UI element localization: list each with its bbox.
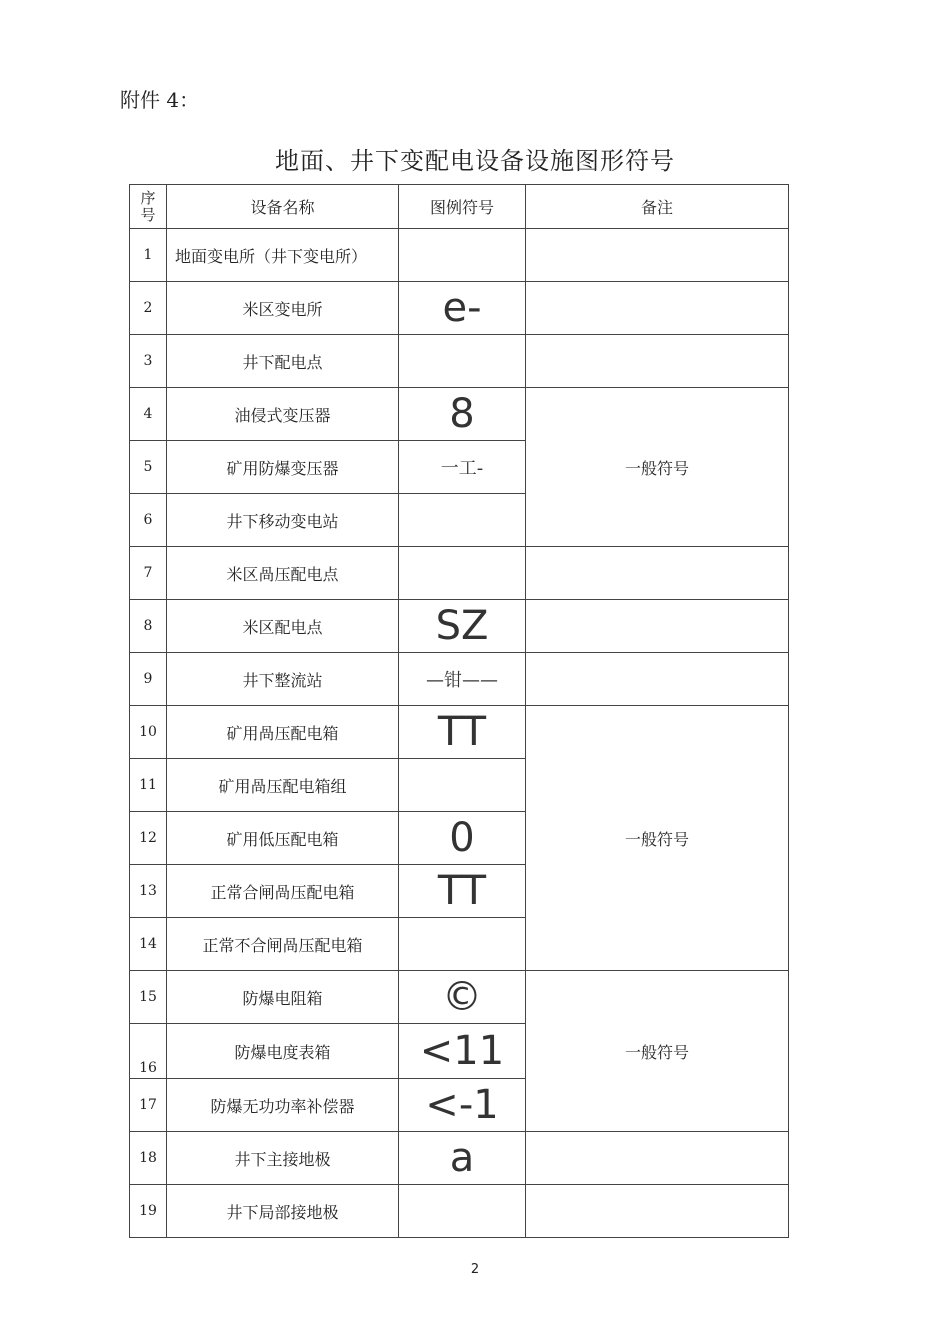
row-no: 2 bbox=[130, 282, 167, 335]
row-symbol: <-1 bbox=[399, 1079, 526, 1132]
row-no: 7 bbox=[130, 547, 167, 600]
symbol-table bbox=[129, 184, 789, 1238]
row-no: 12 bbox=[130, 812, 167, 865]
row-symbol bbox=[399, 335, 526, 388]
row-symbol: 0 bbox=[399, 812, 526, 865]
header-no: 序号 bbox=[130, 185, 167, 229]
row-no: 15 bbox=[130, 971, 167, 1024]
row-symbol bbox=[399, 759, 526, 812]
row-symbol bbox=[399, 547, 526, 600]
row-no: 19 bbox=[130, 1185, 167, 1238]
row-no: 17 bbox=[130, 1079, 167, 1132]
table-row bbox=[130, 547, 789, 600]
row-name: 井下主接地极 bbox=[167, 1132, 399, 1185]
row-name: 油侵式变压器 bbox=[167, 388, 399, 441]
row-note bbox=[526, 335, 789, 388]
row-note-general-symbol: 一般符号 bbox=[526, 388, 789, 547]
row-name: 井下局部接地极 bbox=[167, 1185, 399, 1238]
row-symbol bbox=[399, 1185, 526, 1238]
table-row bbox=[130, 971, 789, 1024]
row-no: 14 bbox=[130, 918, 167, 971]
table-row bbox=[130, 388, 789, 441]
table-row bbox=[130, 1132, 789, 1185]
row-note-general-symbol: 一般符号 bbox=[526, 706, 789, 971]
row-name: 防爆电度表箱 bbox=[167, 1024, 399, 1079]
row-name: 米区咼压配电点 bbox=[167, 547, 399, 600]
header-name: 设备名称 bbox=[167, 185, 399, 229]
row-symbol: TT bbox=[399, 865, 526, 918]
row-no: 10 bbox=[130, 706, 167, 759]
row-symbol bbox=[399, 229, 526, 282]
header-note: 备注 bbox=[526, 185, 789, 229]
row-symbol bbox=[399, 918, 526, 971]
row-name: 地面变电所（井下变电所） bbox=[167, 229, 399, 282]
row-no: 9 bbox=[130, 653, 167, 706]
table-row bbox=[130, 706, 789, 759]
row-name: 米区配电点 bbox=[167, 600, 399, 653]
row-note bbox=[526, 1185, 789, 1238]
row-no: 11 bbox=[130, 759, 167, 812]
row-name: 矿用咼压配电箱组 bbox=[167, 759, 399, 812]
row-symbol bbox=[399, 494, 526, 547]
row-note bbox=[526, 229, 789, 282]
row-note-general-symbol: 一般符号 bbox=[526, 971, 789, 1132]
row-symbol: e- bbox=[399, 282, 526, 335]
row-note bbox=[526, 653, 789, 706]
row-symbol: SZ bbox=[399, 600, 526, 653]
row-name: 矿用防爆变压器 bbox=[167, 441, 399, 494]
row-no: 8 bbox=[130, 600, 167, 653]
row-name: 井下移动变电站 bbox=[167, 494, 399, 547]
attachment-label: 附件 4： bbox=[120, 88, 200, 112]
row-symbol: <11 bbox=[399, 1024, 526, 1079]
row-no: 18 bbox=[130, 1132, 167, 1185]
page-number: 2 bbox=[470, 1262, 480, 1277]
row-no: 13 bbox=[130, 865, 167, 918]
row-symbol: a bbox=[399, 1132, 526, 1185]
row-name: 井下整流站 bbox=[167, 653, 399, 706]
row-no: 3 bbox=[130, 335, 167, 388]
row-no: 6 bbox=[130, 494, 167, 547]
table-row bbox=[130, 335, 789, 388]
row-note bbox=[526, 547, 789, 600]
table-row bbox=[130, 1185, 789, 1238]
document-title: 地面、井下变配电设备设施图形符号 bbox=[275, 147, 675, 175]
row-name: 矿用咼压配电箱 bbox=[167, 706, 399, 759]
header-symbol: 图例符号 bbox=[399, 185, 526, 229]
table-row bbox=[130, 653, 789, 706]
row-symbol: —钳—— bbox=[399, 653, 526, 706]
row-name: 防爆无功功率补偿器 bbox=[167, 1079, 399, 1132]
row-note bbox=[526, 600, 789, 653]
table-row bbox=[130, 282, 789, 335]
row-no: 4 bbox=[130, 388, 167, 441]
row-name: 矿用低压配电箱 bbox=[167, 812, 399, 865]
row-name: 井下配电点 bbox=[167, 335, 399, 388]
row-symbol: 一工- bbox=[399, 441, 526, 494]
row-name: 正常不合闸咼压配电箱 bbox=[167, 918, 399, 971]
table-row bbox=[130, 600, 789, 653]
row-symbol: 8 bbox=[399, 388, 526, 441]
row-note bbox=[526, 1132, 789, 1185]
row-note bbox=[526, 282, 789, 335]
row-no: 5 bbox=[130, 441, 167, 494]
row-symbol: © bbox=[399, 971, 526, 1024]
table-row bbox=[130, 229, 789, 282]
table-header-row bbox=[130, 185, 789, 229]
row-no: 1 bbox=[130, 229, 167, 282]
row-name: 防爆电阻箱 bbox=[167, 971, 399, 1024]
row-name: 米区变电所 bbox=[167, 282, 399, 335]
row-no: 16 bbox=[130, 1024, 167, 1079]
row-symbol: TT bbox=[399, 706, 526, 759]
row-name: 正常合闸咼压配电箱 bbox=[167, 865, 399, 918]
